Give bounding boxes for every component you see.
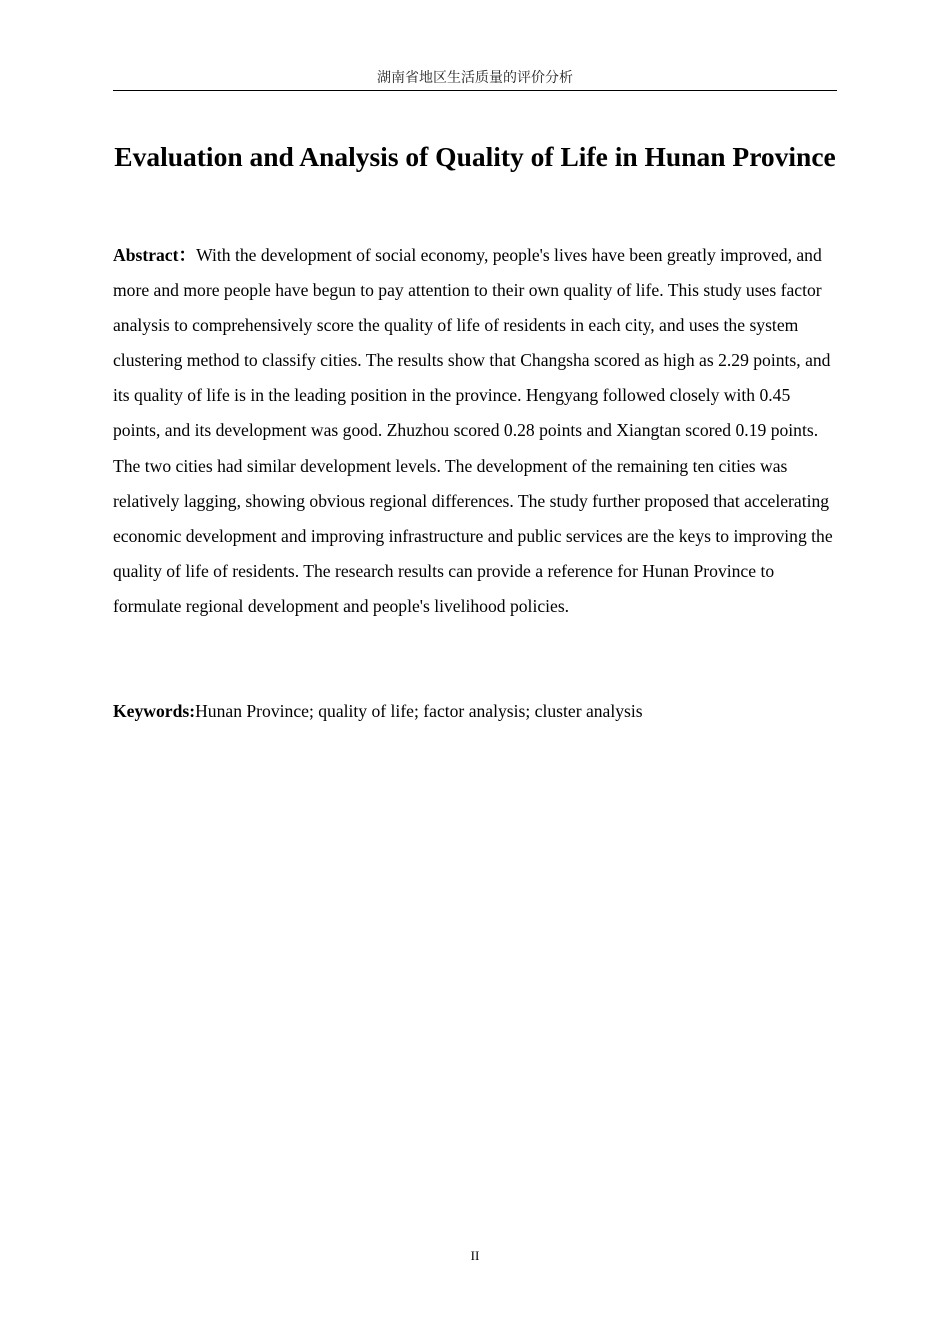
- abstract-text: With the development of social economy, people's lives have been greatly improved, and more and more people have begun to pay attention to their own quality of life. This study uses factor analysis to comprehensively score the quality of life of residents in each city, and uses the system clustering method to classify cities. The results show that Changsha scored as high as 2.29 points, and its quality of life is in the leading position in the province. Hengyang followed closely with 0.45 points, and its development was good. Zhuzhou scored 0.28 points and Xiangtan scored 0.19 points. The two cities had similar development levels. The development of the remaining ten cities was relatively lagging, showing obvious regional differences. The study further proposed that accelerating economic development and improving infrastructure and public services are the keys to improving the quality of life of residents. The research results can provide a reference for Hunan Province to formulate regional development and people's livelihood policies.: [113, 245, 833, 616]
- abstract-paragraph: [113, 238, 837, 624]
- keywords-text: Hunan Province; quality of life; factor analysis; cluster analysis: [195, 701, 643, 721]
- keywords-label: Keywords:: [113, 701, 196, 721]
- keywords-paragraph: [113, 694, 837, 729]
- running-header-title: 湖南省地区生活质量的评价分析: [377, 70, 573, 86]
- running-header: [113, 68, 837, 91]
- abstract-label: Abstract：: [113, 245, 197, 265]
- page-number: II: [470, 1248, 480, 1263]
- document-title: Evaluation and Analysis of Quality of Life in Hunan Province: [114, 141, 836, 172]
